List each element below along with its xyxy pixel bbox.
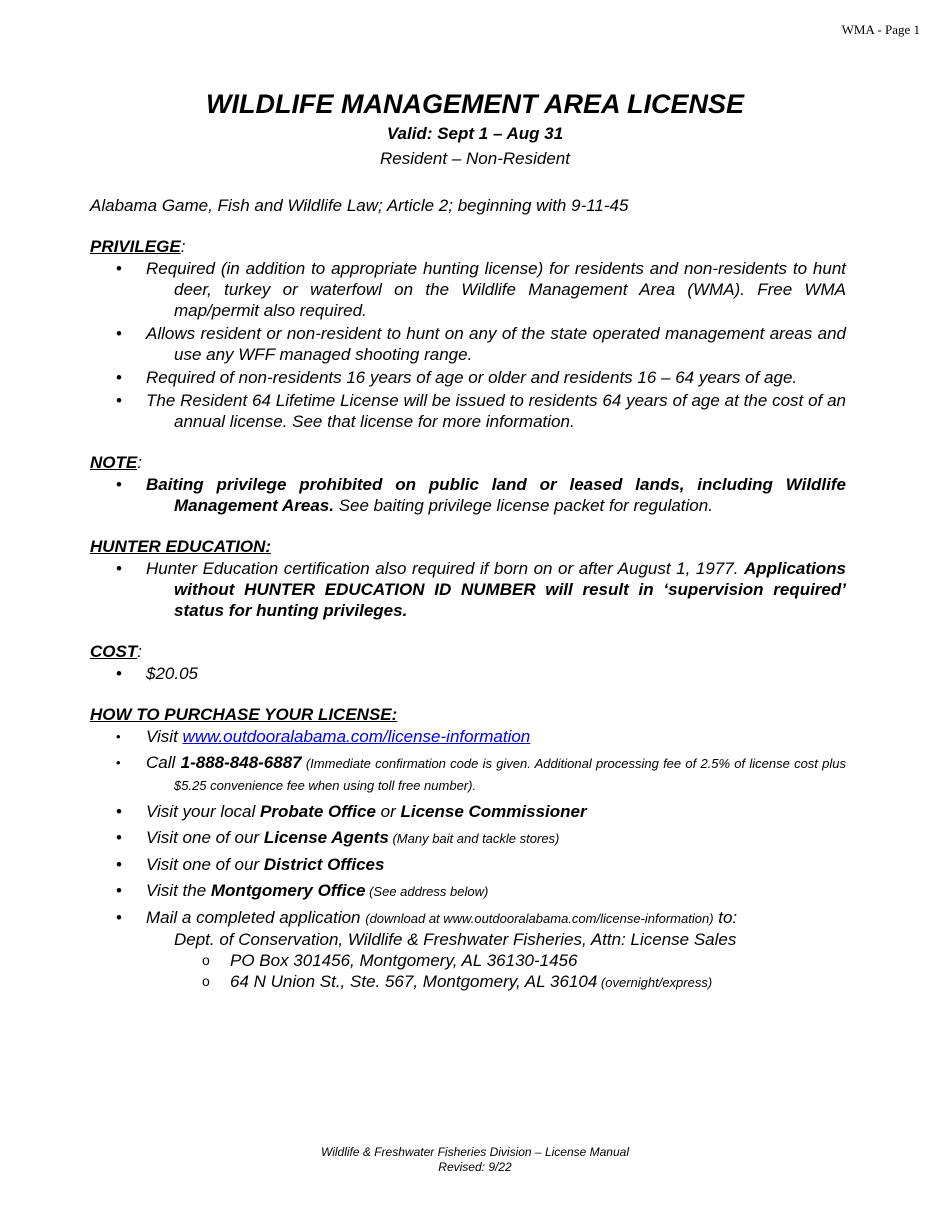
title-block [0, 88, 950, 172]
note-heading: NOTE: [90, 453, 142, 472]
footer-line: Wildlife & Freshwater Fisheries Division – License Manual [320, 1145, 629, 1159]
page-title: WILDLIFE MANAGEMENT AREA LICENSE [206, 89, 744, 119]
list-item: • Visit one of our License Agents (Many bait and tackle stores) [116, 828, 560, 847]
document-body [90, 195, 846, 1013]
address-item: o PO Box 301456, Montgomery, AL 36130-1456 [202, 951, 578, 970]
cost-heading: COST: [90, 642, 142, 661]
list-item: • Baiting privilege prohibited on public land or leased lands, including Wildlife Management Areas. See baiting privilege license packet for regulation. [116, 475, 846, 515]
list-item: • Mail a completed application (download at www.outdooralabama.com/license-information) to: [116, 908, 738, 927]
cost-section [90, 641, 846, 684]
cost-value: • $20.05 [116, 664, 198, 683]
list-item: • Required of non-residents 16 years of age or older and residents 16 – 64 years of age. [116, 368, 798, 387]
list-item: • Allows resident or non-resident to hunt on any of the state operated management areas and use any WFF managed shooting range. [116, 324, 846, 364]
phone-number: 1-888-848-6887 [180, 753, 302, 772]
list-item: • Required (in addition to appropriate hunting license) for residents and non-residents to hunt deer, turkey or waterfowl on the Wildlife Management Area (WMA). Free WMA map/permit also required. [116, 259, 846, 320]
note-section [90, 452, 846, 516]
purchase-section [90, 704, 846, 993]
page-label: WMA - Page 1 [841, 22, 920, 37]
hunter-education-heading: HUNTER EDUCATION: [90, 537, 272, 556]
website-link[interactable]: www.outdooralabama.com/license-information [182, 727, 531, 746]
list-item: • Hunter Education certification also required if born on or after August 1, 1977. Applications without HUNTER EDUCATION ID NUMBER will result in ‘supervision required’ status for hunting privileges. [116, 559, 846, 620]
list-item: • The Resident 64 Lifetime License will be issued to residents 64 years of age at the cost of an annual license. See that license for more information. [116, 391, 846, 431]
list-item: • Visit one of our District Offices [116, 855, 385, 874]
list-item: • Visit the Montgomery Office (See address below) [116, 881, 489, 900]
law-reference: Alabama Game, Fish and Wildlife Law; Article 2; beginning with 9-11-45 [90, 196, 629, 215]
residency: Resident – Non-Resident [380, 149, 570, 168]
valid-dates: Valid: Sept 1 – Aug 31 [386, 124, 564, 143]
footer-revised: Revised: 9/22 [438, 1160, 512, 1174]
mailing-department: Dept. of Conservation, Wildlife & Freshwater Fisheries, Attn: License Sales [174, 930, 737, 949]
privilege-section [90, 236, 846, 432]
footer [0, 1145, 950, 1175]
hunter-education-section [90, 536, 846, 621]
address-item: o 64 N Union St., Ste. 567, Montgomery, AL 36104 (overnight/express) [202, 972, 713, 991]
list-item: • Visit your local Probate Office or License Commissioner [116, 802, 587, 821]
list-item: • Call 1-888-848-6887 (Immediate confirmation code is given. Additional processing fee of 2.5% of license cost plus $5.25 convenience fee when using toll free number). [116, 753, 847, 793]
purchase-heading: HOW TO PURCHASE YOUR LICENSE: [90, 705, 398, 724]
privilege-heading: PRIVILEGE: [90, 237, 186, 256]
list-item: • Visit www.outdooralabama.com/license-information [116, 727, 531, 746]
